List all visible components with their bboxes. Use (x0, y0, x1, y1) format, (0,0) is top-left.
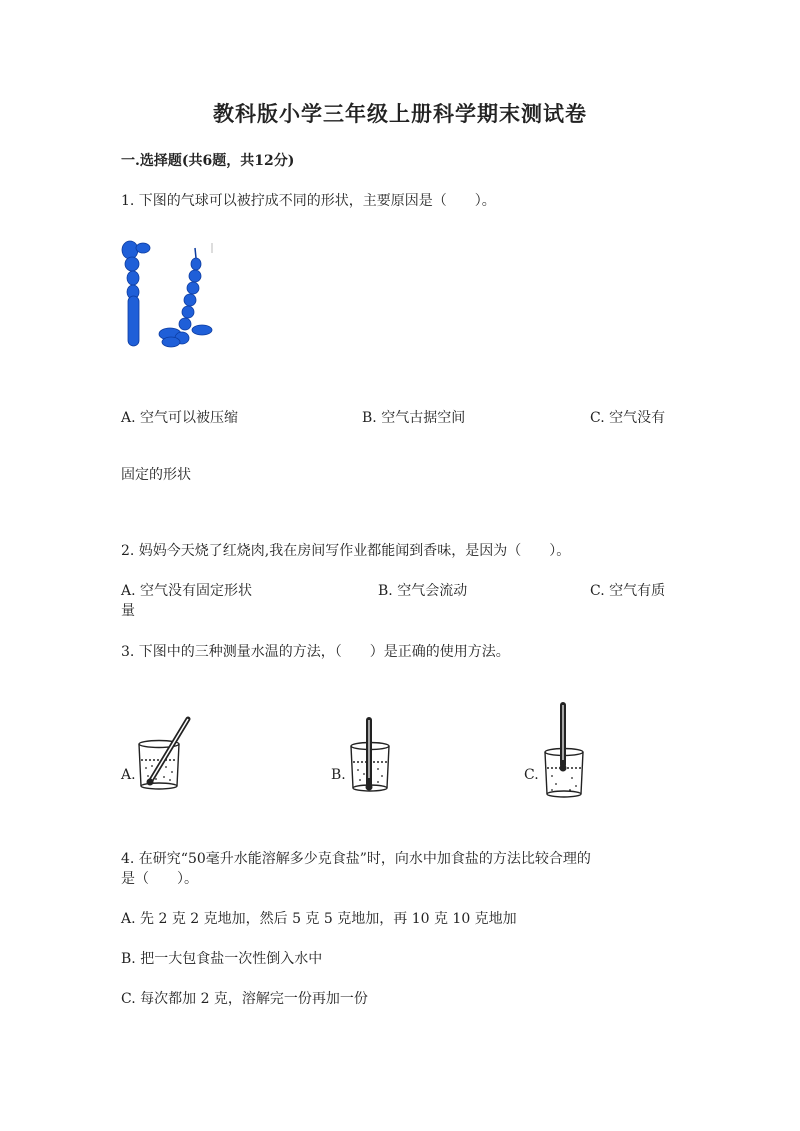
question-3-stem: 3. 下图中的三种测量水温的方法，（ ）是正确的使用方法。 (121, 644, 510, 660)
section-heading: 一.选择题(共6题，共12分) (121, 153, 295, 169)
question-4-option-c[interactable]: C. 每次都加 2 克，溶解完一份再加一份 (121, 991, 368, 1007)
balloon-segment (189, 270, 201, 282)
question-2-option-b[interactable]: B. 空气会流动 (378, 583, 468, 599)
balloon-segment (128, 296, 139, 346)
balloon-segment (162, 337, 180, 347)
figure-label-a: A. (121, 767, 136, 783)
question-4-stem-continued: 是（ ）。 (121, 871, 198, 887)
beaker-c-figure (542, 700, 602, 800)
balloon-segment (192, 325, 212, 335)
balloon-segment (182, 306, 194, 318)
question-1-option-c[interactable]: C. 空气没有 (590, 410, 666, 426)
balloon-segment (125, 257, 139, 271)
question-1-option-a[interactable]: A. 空气可以被压缩 (121, 410, 239, 426)
page-title: 教科版小学三年级上册科学期末测试卷 (213, 101, 587, 126)
balloon-segment (122, 241, 138, 259)
beaker-a-figure (136, 716, 196, 796)
question-4-option-b[interactable]: B. 把一大包食盐一次性倒入水中 (121, 951, 323, 967)
balloon-segment (179, 318, 191, 330)
question-2-option-c[interactable]: C. 空气有质 (590, 583, 666, 599)
question-1-stem: 1. 下图的气球可以被拧成不同的形状，主要原因是（ ）。 (121, 193, 496, 209)
figure-label-b: B. (331, 767, 346, 783)
balloon-segment (127, 271, 139, 285)
balloon-figure (118, 238, 218, 358)
question-2-option-a[interactable]: A. 空气没有固定形状 (121, 583, 253, 599)
balloon-segment (184, 294, 196, 306)
question-1-option-b[interactable]: B. 空气古据空间 (362, 410, 466, 426)
figure-label-c: C. (524, 767, 539, 783)
balloon-segment (136, 243, 150, 253)
beaker-b-figure (348, 714, 408, 794)
question-1-option-c-continued: 固定的形状 (121, 467, 191, 483)
question-4-option-a[interactable]: A. 先 2 克 2 克地加，然后 5 克 5 克地加，再 10 克 10 克地加 (121, 911, 517, 927)
balloon-segment (187, 282, 199, 294)
question-2-stem: 2. 妈妈今天烧了红烧肉,我在房间写作业都能闻到香味，是因为（ ）。 (121, 543, 571, 559)
question-2-option-c-continued: 量 (121, 603, 135, 619)
balloon-segment (191, 258, 201, 270)
question-4-stem: 4. 在研究“50毫升水能溶解多少克食盐”时，向水中加食盐的方法比较合理的 (121, 851, 591, 867)
